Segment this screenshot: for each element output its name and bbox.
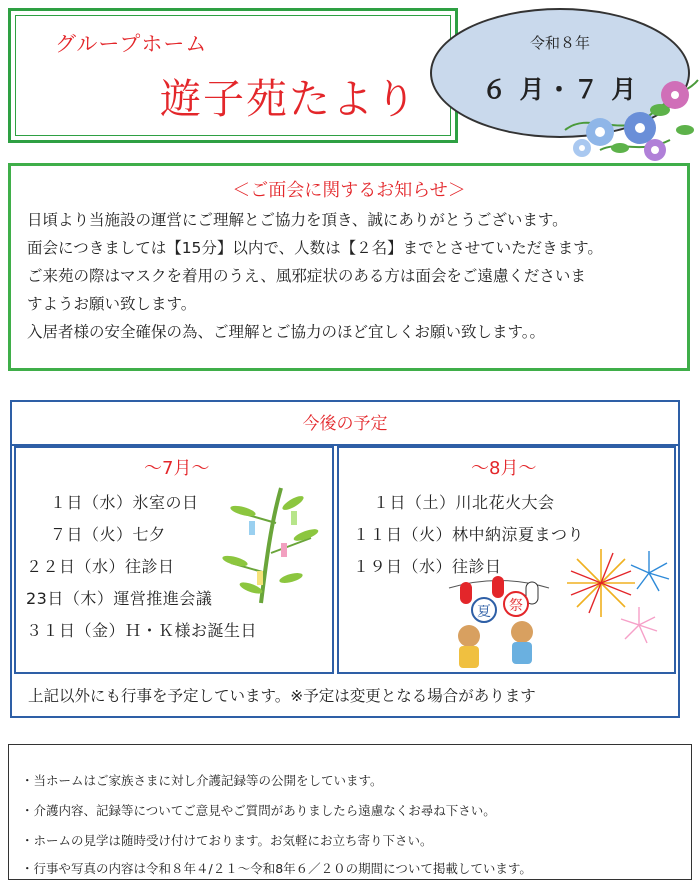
home-info-box (8, 744, 692, 880)
july-title: ～7月～ (144, 458, 210, 479)
info-line: ・ホームの見学は随時受け付けております。お気軽にお立ち寄り下さい。 (21, 833, 433, 848)
newsletter-subtitle: グループホーム (55, 32, 208, 56)
issue-months: ６ 月・７ 月 (481, 75, 639, 104)
visitation-notice-box (8, 163, 690, 371)
july-schedule-column (14, 446, 334, 674)
july-event: ７日（火）七夕 (50, 525, 166, 544)
issue-era-year: 令和８年 (529, 34, 590, 52)
august-schedule-column (337, 446, 676, 674)
august-event: １９日（水）往診日 (353, 557, 502, 576)
festival-char-summer: 夏 (477, 604, 491, 620)
notice-title: ＜ご面会に関するお知らせ＞ (232, 180, 466, 201)
august-event: １１日（火）林中納涼夏まつり (353, 525, 585, 544)
august-title: ～8月～ (471, 458, 537, 479)
notice-line: ご来苑の際はマスクを着用のうえ、風邪症状のある方は面会をご遠慮くださいま (27, 267, 586, 285)
july-event: 23日（木）運営推進会議 (26, 589, 213, 608)
august-event: １日（土）川北花火大会 (373, 493, 555, 512)
festival-char-festival: 祭 (509, 598, 523, 614)
morning-glory-icon (560, 70, 700, 165)
newsletter-title: 遊子苑たより (160, 75, 418, 123)
schedule-section (10, 400, 680, 718)
schedule-title: 今後の予定 (12, 402, 678, 446)
july-event: ３１日（金）Ｈ・Ｋ様お誕生日 (26, 621, 258, 640)
notice-line: 日頃より当施設の運営にご理解とご協力を頂き、誠にありがとうございます。 (27, 211, 568, 229)
schedule-footer-note: 上記以外にも行事を予定しています。※予定は変更となる場合があります (28, 687, 536, 705)
info-line: ・当ホームはご家族さまに対し介護記録等の公開をしています。 (21, 773, 383, 788)
notice-line: 入居者様の安全確保の為、ご理解とご協力のほど宜しくお願い致します。。 (27, 323, 546, 341)
notice-line: すようお願い致します。 (27, 295, 197, 313)
info-line: ・行事や写真の内容は令和８年４/２１～令和8年６／２０の期間について掲載しています。 (21, 861, 532, 876)
tanabata-bamboo-icon (221, 483, 321, 608)
fireworks-icon (561, 543, 676, 653)
notice-line: 面会につきましては【15分】以内で、人数は【２名】までとさせていただきます。 (27, 239, 603, 257)
july-event: ２２日（水）往診日 (26, 557, 175, 576)
summer-festival-icon (444, 568, 554, 673)
july-event: １日（水）氷室の日 (50, 493, 199, 512)
info-line: ・介護内容、記録等についてご意見やご質問がありましたら遠慮なくお尋ね下さい。 (21, 803, 496, 818)
